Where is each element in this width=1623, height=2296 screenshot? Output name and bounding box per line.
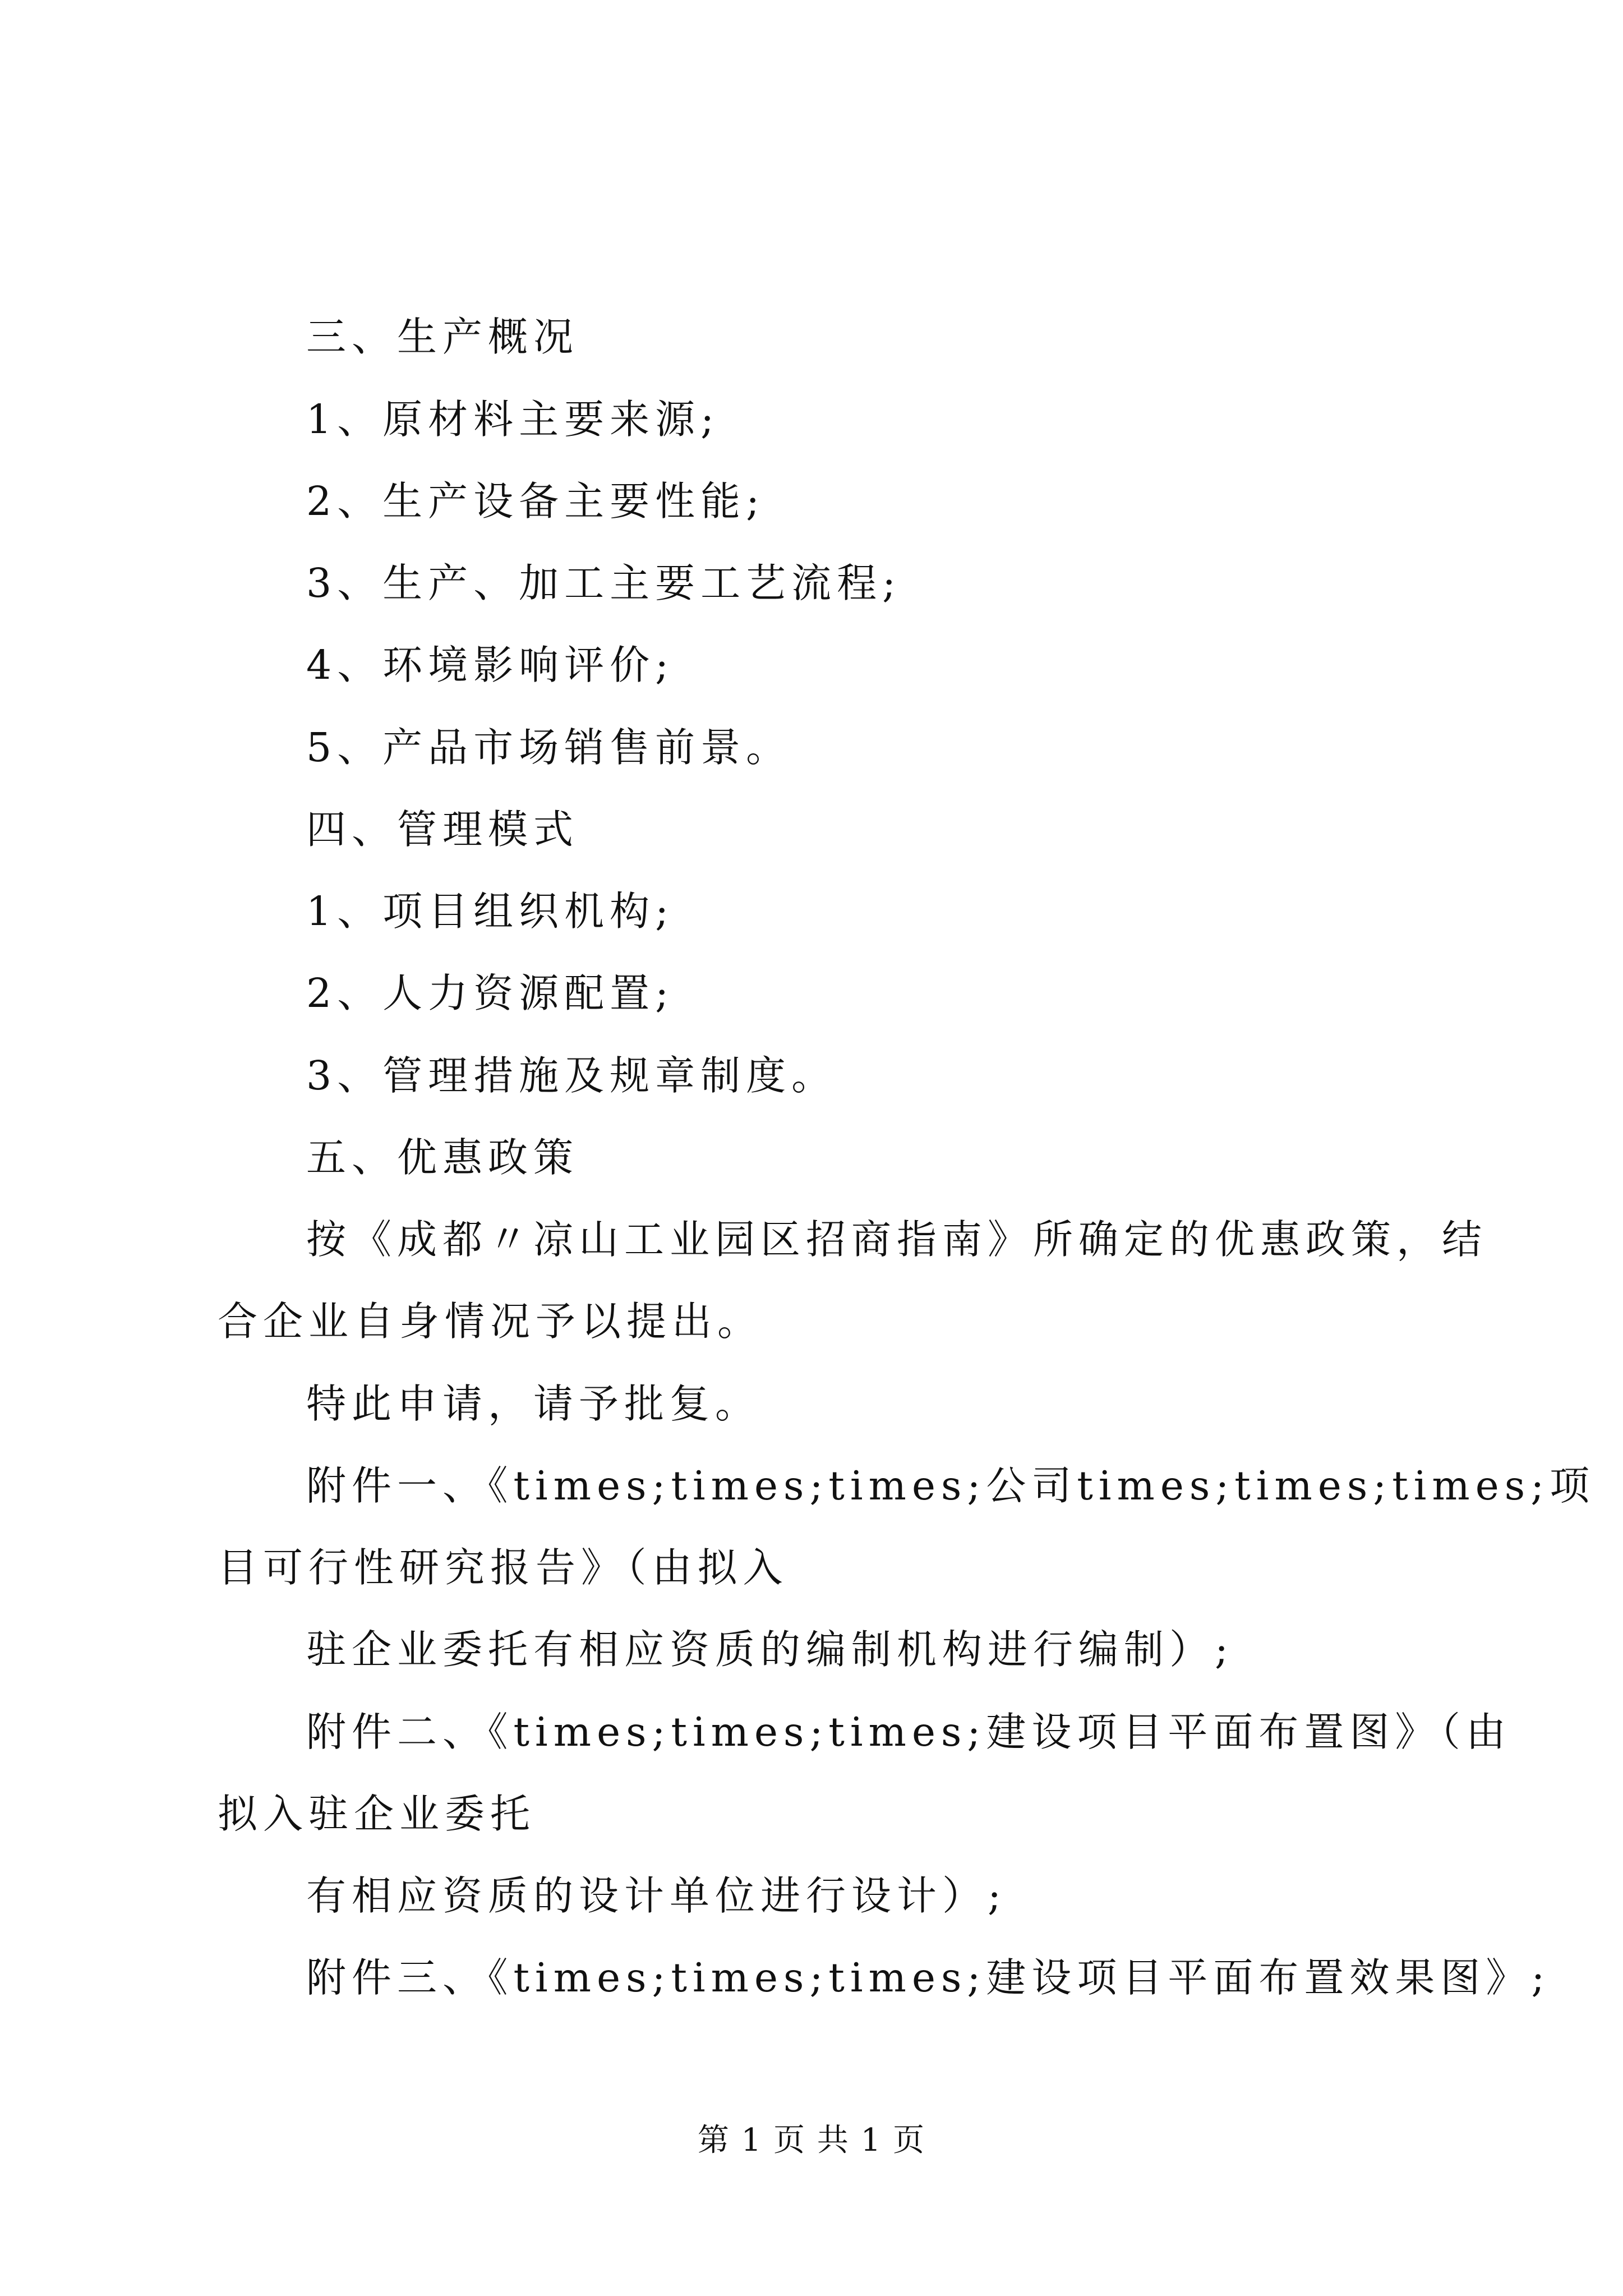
attachment-2-line-1: 附件二、《times;times;times;建设项目平面布置图》（由 — [306, 1709, 1511, 1755]
attachment-3-line-1: 附件三、《times;times;times;建设项目平面布置效果图》; — [306, 1954, 1551, 2001]
heading-preferential-policy: 五、优惠政策 — [306, 1134, 579, 1181]
heading-management-mode: 四、管理模式 — [306, 806, 579, 853]
list-item-human-resources: 2、人力资源配置; — [306, 970, 675, 1016]
list-item-raw-materials: 1、原材料主要来源; — [306, 396, 720, 443]
heading-production-overview: 三、生产概况 — [306, 314, 579, 360]
attachment-1-line-3: 驻企业委托有相应资质的编制机构进行编制）; — [306, 1626, 1234, 1673]
list-item-market: 5、产品市场销售前景。 — [306, 724, 792, 771]
paragraph-policy-line-1: 按《成都〃凉山工业园区招商指南》所确定的优惠政策，结 — [306, 1216, 1488, 1263]
list-item-environment: 4、环境影响评价; — [306, 642, 675, 688]
list-item-process-flow: 3、生产、加工主要工艺流程; — [306, 560, 902, 606]
attachment-1-line-2: 目可行性研究报告》（由拟入 — [218, 1544, 789, 1591]
attachment-1-line-1: 附件一、《times;times;times;公司times;times;times;项 — [306, 1462, 1596, 1509]
list-item-regulations: 3、管理措施及规章制度。 — [306, 1052, 837, 1099]
list-item-equipment: 2、生产设备主要性能; — [306, 478, 766, 524]
attachment-2-line-2: 拟入驻企业委托 — [218, 1791, 536, 1837]
list-item-organization: 1、项目组织机构; — [306, 888, 675, 935]
page-footer: 第 1 页 共 1 页 — [697, 2122, 926, 2159]
paragraph-policy-line-2: 合企业自身情况予以提出。 — [218, 1298, 763, 1345]
attachment-2-line-3: 有相应资质的设计单位进行设计）; — [306, 1872, 1007, 1919]
paragraph-request: 特此申请，请予批复。 — [306, 1381, 761, 1427]
